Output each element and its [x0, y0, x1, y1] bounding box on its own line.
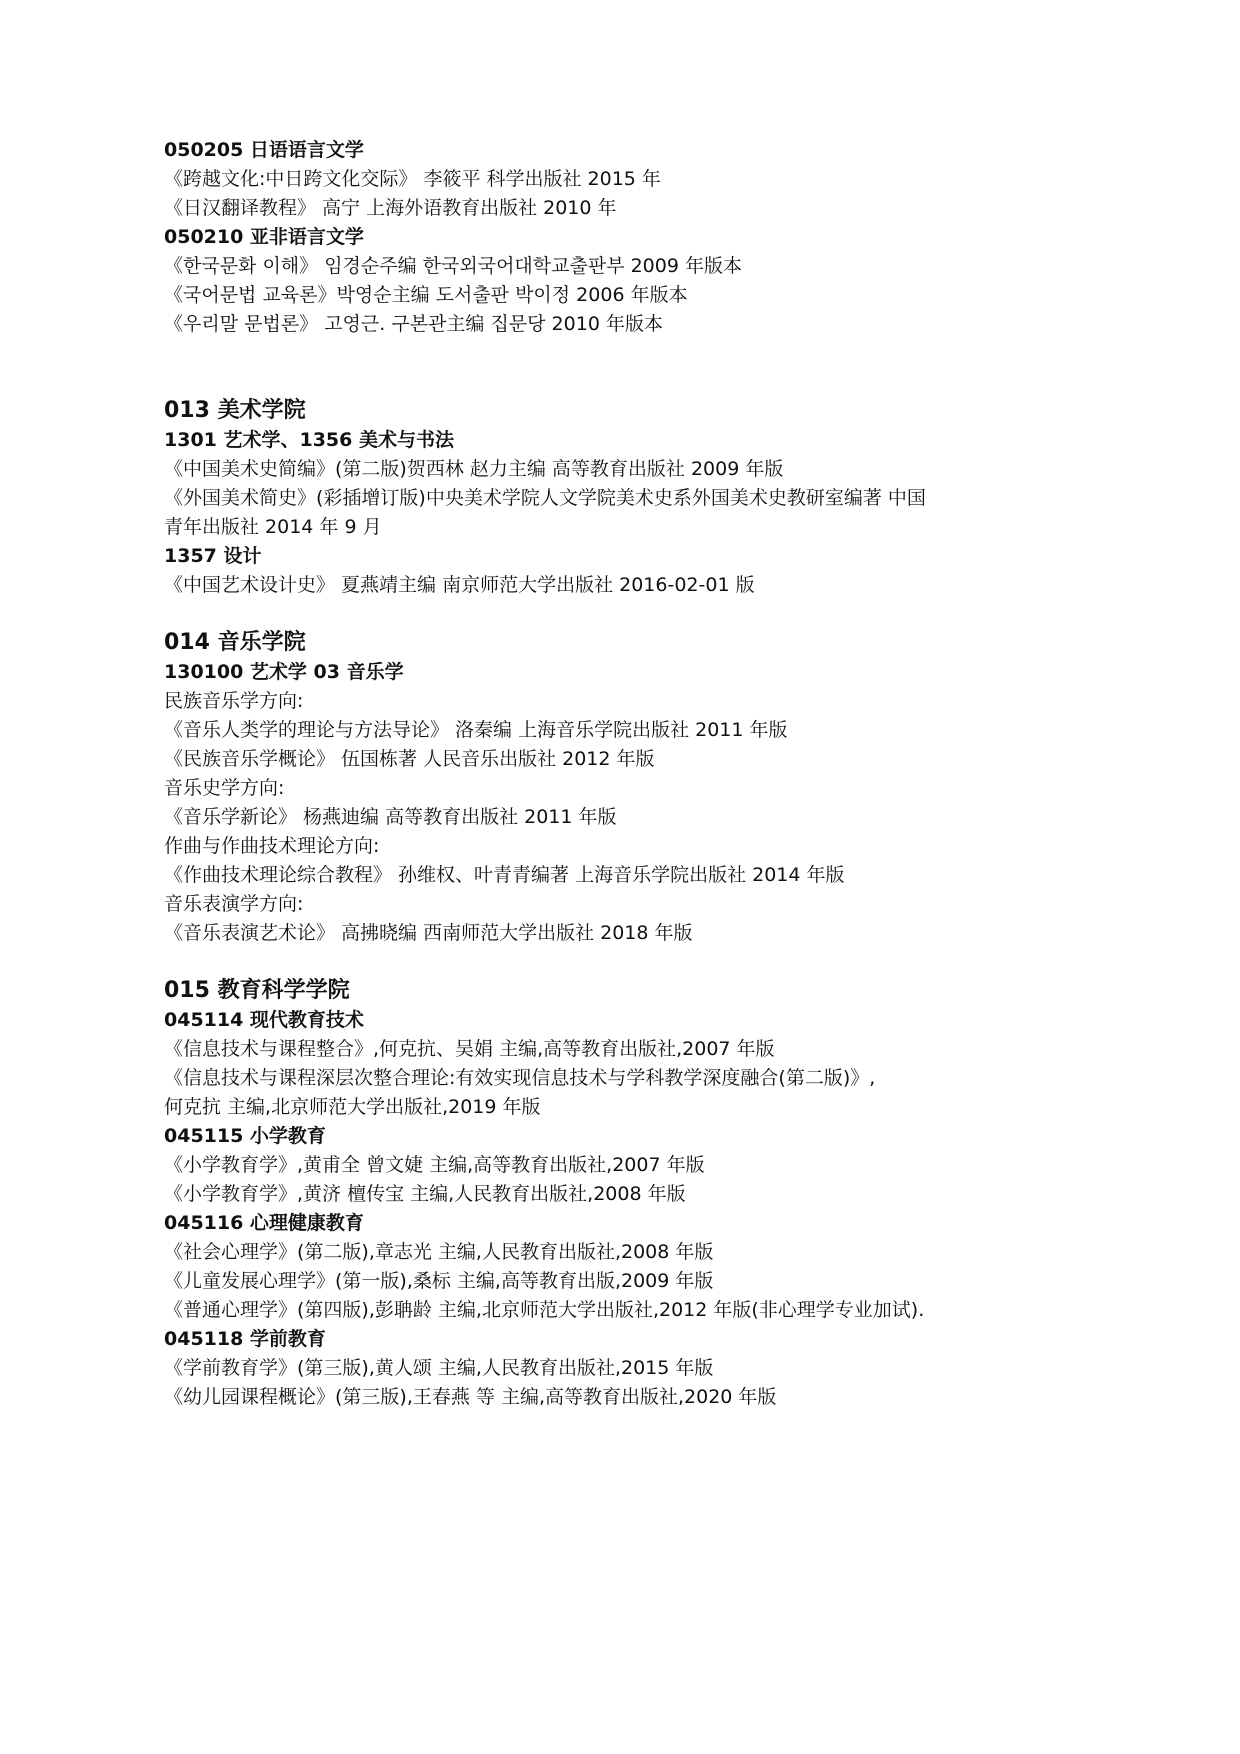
program-code-045118: 045118 学前教育 [164, 1328, 326, 1350]
book-entry: 《信息技术与课程深层次整合理论:有效实现信息技术与学科教学深度融合(第二版)》, [164, 1067, 876, 1089]
book-entry-continued: 青年出版社 2014 年 9 月 [164, 516, 382, 538]
program-code-1301: 1301 艺术学、1356 美术与书法 [164, 429, 454, 451]
college-heading-013: 013 美术学院 [164, 398, 306, 423]
book-entry: 《中国艺术设计史》 夏燕靖主编 南京师范大学出版社 2016-02-01 版 [164, 574, 755, 596]
college-heading-015: 015 教育科学学院 [164, 978, 350, 1003]
program-code-1357: 1357 设计 [164, 545, 262, 567]
book-entry: 《音乐表演艺术论》 高拂晓编 西南师范大学出版社 2018 年版 [164, 922, 693, 944]
program-code-045116: 045116 心理健康教育 [164, 1212, 364, 1234]
book-entry: 《中国美术史简编》(第二版)贺西林 赵力主编 高等教育出版社 2009 年版 [164, 458, 784, 480]
book-entry: 《音乐人类学的理论与方法导论》 洛秦编 上海音乐学院出版社 2011 年版 [164, 719, 788, 741]
book-entry: 《音乐学新论》 杨燕迪编 高等教育出版社 2011 年版 [164, 806, 617, 828]
book-entry: 《국어문법 교육론》박영순主编 도서출판 박이정 2006 年版本 [164, 284, 688, 306]
book-entry: 《跨越文化:中日跨文化交际》 李筱平 科学出版社 2015 年 [164, 168, 661, 190]
direction-label: 音乐表演学方向: [164, 893, 304, 915]
book-entry: 《儿童发展心理学》(第一版),桑标 主编,高等教育出版,2009 年版 [164, 1270, 714, 1292]
program-code-050205: 050205 日语语言文学 [164, 139, 364, 161]
book-entry: 《우리말 문법론》 고영근. 구본관主编 집문당 2010 年版本 [164, 313, 663, 335]
book-entry: 《民族音乐学概论》 伍国栋著 人民音乐出版社 2012 年版 [164, 748, 655, 770]
program-code-045115: 045115 小学教育 [164, 1125, 326, 1147]
program-code-130100: 130100 艺术学 03 音乐学 [164, 661, 404, 683]
direction-label: 作曲与作曲技术理论方向: [164, 835, 380, 857]
college-heading-014: 014 音乐学院 [164, 630, 306, 655]
book-entry: 《日汉翻译教程》 高宁 上海外语教育出版社 2010 年 [164, 197, 617, 219]
book-entry: 《小学教育学》,黄济 檀传宝 主编,人民教育出版社,2008 年版 [164, 1183, 686, 1205]
book-entry: 《小学教育学》,黄甫全 曾文婕 主编,高等教育出版社,2007 年版 [164, 1154, 705, 1176]
book-entry: 《外国美术简史》(彩插增订版)中央美术学院人文学院美术史系外国美术史教研室编著 中国 [164, 487, 926, 509]
book-entry: 《作曲技术理论综合教程》 孙维权、叶青青编著 上海音乐学院出版社 2014 年版 [164, 864, 845, 886]
direction-label: 民族音乐学方向: [164, 690, 304, 712]
book-entry: 《幼儿园课程概论》(第三版),王春燕 等 主编,高等教育出版社,2020 年版 [164, 1386, 777, 1408]
book-entry: 《普通心理学》(第四版),彭聃龄 主编,北京师范大学出版社,2012 年版(非心理学专业加试). [164, 1299, 925, 1321]
book-entry-continued: 何克抗 主编,北京师范大学出版社,2019 年版 [164, 1096, 541, 1118]
program-code-050210: 050210 亚非语言文学 [164, 226, 364, 248]
book-entry: 《信息技术与课程整合》,何克抗、吴娟 主编,高等教育出版社,2007 年版 [164, 1038, 775, 1060]
program-code-045114: 045114 现代教育技术 [164, 1009, 364, 1031]
book-entry: 《한국문화 이해》 임경순주编 한국외국어대학교출판부 2009 年版本 [164, 255, 742, 277]
direction-label: 音乐史学方向: [164, 777, 285, 799]
book-entry: 《学前教育学》(第三版),黄人颂 主编,人民教育出版社,2015 年版 [164, 1357, 714, 1379]
book-entry: 《社会心理学》(第二版),章志光 主编,人民教育出版社,2008 年版 [164, 1241, 714, 1263]
